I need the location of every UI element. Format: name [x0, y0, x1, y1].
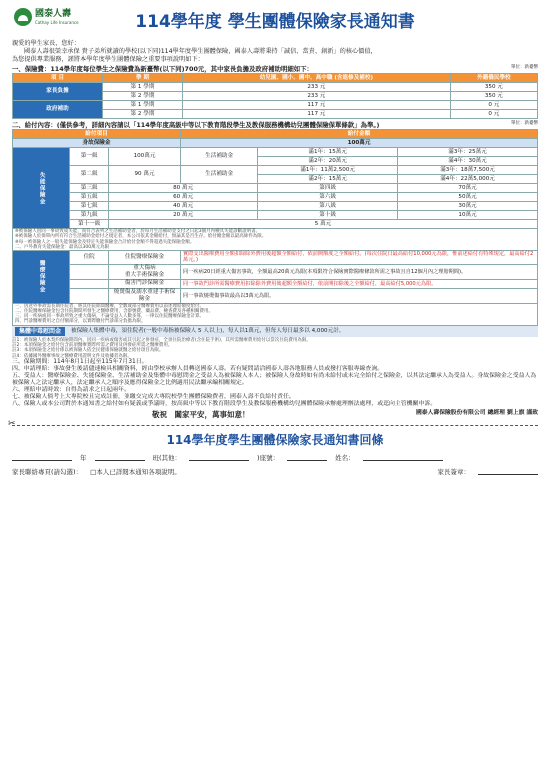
- disability-cell: 30萬元: [398, 202, 538, 211]
- name-field[interactable]: [363, 454, 443, 461]
- col-foreign: 外籍僑民學校: [450, 74, 537, 83]
- cell: 117 元: [183, 101, 451, 110]
- disability-cell: 滿2年：20萬元: [258, 157, 398, 166]
- medical-type: [70, 288, 109, 303]
- cell: 233 元: [183, 83, 451, 92]
- term-item: 三、保險期間：114年8月1日起至115年7月31日。: [12, 358, 148, 365]
- cell: 0 元: [450, 110, 537, 119]
- cell: 第 1 學期: [103, 101, 183, 110]
- death-benefit-value: 100萬元: [181, 139, 538, 148]
- signature-field[interactable]: [478, 468, 538, 475]
- disability-cell: 滿4年：30萬元: [398, 157, 538, 166]
- header: [12, 6, 538, 40]
- disability-label: 失能保險金: [13, 148, 70, 229]
- cell: 第 2 學期: [103, 92, 183, 101]
- disability-cell: 第一級: [70, 148, 109, 166]
- terms-list: [12, 359, 538, 409]
- disability-row: [13, 193, 538, 202]
- col-domestic: 幼兒園、國小、國中、高中職 (含進修及補校): [183, 74, 451, 83]
- disability-cell: 滿4年：22萬5,000元: [398, 175, 538, 184]
- disability-row: [13, 220, 538, 229]
- disability-row: [13, 184, 538, 193]
- cell: 117 元: [183, 110, 451, 119]
- col-term: 學 期: [103, 74, 183, 83]
- medical-notes: 一、因意外事故需長期住院者，經其住院期間醫療，全數或部分醫療費用以前述理賠額度給付。 二、住院醫療保險金包含住院期間所發生之醫療費用，含掛號費、藥品費、檢查費及各種相關費用。 三、同一疾病或同一事故所致之重大傷病，不論受益人人數多寡，一律以住院醫療保險金計算。 四、門診醫療費用之自付額部分，以實際繳付門診部分負擔為限。: [13, 303, 538, 325]
- disability-cell: 50萬元: [398, 193, 538, 202]
- medical-row: [13, 288, 538, 303]
- disability-row: [13, 148, 538, 157]
- return-slip-row1: 年 班(其他： )座號： 姓名：: [12, 454, 538, 462]
- cell: 0 元: [450, 101, 537, 110]
- logo-en: Cathay Life Insurance: [35, 20, 79, 26]
- medical-item: 燒燙傷及溺水重建手術保險金: [109, 288, 181, 303]
- disability-cell: 60 萬元: [109, 193, 258, 202]
- medical-row: [13, 250, 538, 264]
- page-title: 114學年度 學生團體保險家長通知書: [135, 12, 415, 32]
- signature-line: [12, 410, 538, 419]
- medical-item: 住院醫療保險金: [109, 250, 181, 264]
- disability-cell: 第十級: [258, 211, 398, 220]
- term-item: 五、受益人：醫療保險金、失能保險金、生活補助金及集體中毒慰問金之受益人為被保險人本人；被保險人身故時如有尚未給付或未完全給付之保險金，以其法定繼承人為受益人。身故保險金之受益人為被保險人之法定繼承人，法定繼承人之順序及應得保險金之比例適用民法繼承編相關規定。: [12, 372, 537, 386]
- disability-row: [13, 202, 538, 211]
- medical-type: [70, 279, 109, 288]
- company-signature: 國泰人壽保險股份有限公司 總經理 劉上旗 謹致: [416, 410, 538, 417]
- disability-cell: 第八級: [258, 202, 398, 211]
- disability-cell: 第三級: [70, 184, 109, 193]
- disability-cell: 第十一級: [70, 220, 109, 229]
- medical-label: 醫療保險金: [13, 250, 70, 303]
- medical-item: 重大傷病 重大手術保險金: [109, 264, 181, 279]
- disability-notes: ※被保險人因同一事故致成失能，而符合表列之生活補助金者，於每月生活補助金支付之日起3個月內檢具失能診斷證明書。 ※被保險人於保單內所有符合生活補助金給付之規定者，本公司依其金額給付，無論其是否生存。給付總金額以最高條件為限。 ※每一被保險人之一般失能保險金及特定失能保險金合計給付金額不得超過失能保險金額。 二、戶外教育失能保險金：最高以300萬元為限: [13, 229, 538, 251]
- poison-text: 被保險人集體中毒，須住院者(一般中毒指被保險人 5 人以上)，每人以1萬元，但每人每日最多以 4,000元計。: [71, 327, 345, 334]
- disability-cell: 滿1年：15萬元: [258, 148, 398, 157]
- scissors-icon: ✂: [8, 418, 16, 429]
- medical-desc: 同一疾病20日經重大傷害事故，全額最高20萬元為限(本項限符合保險實際醫療條款所需之事故且自12個月內之理賠期間)。: [181, 264, 538, 279]
- disability-cell: 第七級: [70, 202, 109, 211]
- disability-cell: 滿1年：11萬2,500元: [258, 166, 398, 175]
- disability-cell: 70萬元: [398, 184, 538, 193]
- section-premium-title: 一、保險費：114學年度每位學生之保險費為新臺幣(以下同)700元，其中家長負擔及政府補助明細如下： 單位：新臺幣: [12, 65, 538, 74]
- disability-cell: 100萬元: [109, 148, 181, 166]
- col-item: 項 目: [13, 74, 103, 83]
- disability-cell: 5 萬元: [109, 220, 538, 229]
- blessing: 敬祝 闔家平安，萬事如意！: [152, 410, 250, 420]
- class-field[interactable]: [95, 454, 145, 461]
- disability-cell: 第六級: [258, 193, 398, 202]
- footnotes: 註1：被保險人於本契約保險期間內，因同一疾病或傷害或其引起之併發症，全須住院治療者(含住院手術)，其所需醫療費用給付以當次住院費用為限。 註2：本項保險金之給付包含前項醫療實際所需之費用及併發症所需之醫療費用。 註3：本項保險金之給付係以被保險人依全民健康保險就醫之給付項目為限。 註4：依據國外醫療事故之醫療費用證明文件及收據者為限。: [12, 338, 311, 359]
- medical-type: 住院: [70, 250, 109, 264]
- disability-cell: 滿3年：25萬元: [398, 148, 538, 157]
- other-field[interactable]: [189, 454, 249, 461]
- medical-desc: 同一事故燒燙傷事故最高以3萬元為限。: [181, 288, 538, 303]
- disability-cell: 第九級: [70, 211, 109, 220]
- benefits-table: [12, 129, 538, 325]
- term-item: 七、被保險人倘考上大專院校且完成註冊，並繳交完成大專院校學生團體保險費者，國泰人壽不負給付責任。: [12, 394, 295, 401]
- cell: 233 元: [183, 92, 451, 101]
- medical-row: [13, 264, 538, 279]
- intro: [12, 40, 538, 63]
- death-benefit-label: 身故保險金: [13, 139, 181, 148]
- disability-cell: 20 萬元: [109, 211, 258, 220]
- term-item: 四、申請理賠：事故發生後請儘速檢具相關資料，經由學校承辦人員轉送國泰人壽。若有疑問請洽國泰人壽各地服務人員或撥打客服專線查詢。: [12, 365, 384, 372]
- medical-type: [70, 264, 109, 279]
- term-item: 八、保險人或本公司對於本通知書之給付如有疑義或爭議時，按高級中等以下教育階段學生及教保服務機構幼兒團體保險承辦處理辦法處理，或逕向主管機關申訴。: [12, 401, 437, 408]
- medical-desc: 實際支出醫療費用全額扣除除外費用後超額全額給付，依前開額度之全額給付。(每次住院日最高給付10,000元為限，惟前述給付有特殊規定，最高給付2萬元。): [181, 250, 538, 264]
- row-label: 政府補助: [13, 101, 103, 119]
- return-slip-title: 114學年度學生團體保險家長通知書回條: [166, 432, 384, 447]
- confirm-checkbox[interactable]: □本人已詳閱本通知各項說明。: [90, 467, 181, 476]
- disability-cell: 90 萬元: [109, 166, 181, 184]
- row-label: 家長負擔: [13, 83, 103, 101]
- cell: 350 元: [450, 83, 537, 92]
- disability-cell: 第四級: [258, 184, 398, 193]
- disability-cell: 滿2年：15萬元: [258, 175, 398, 184]
- medical-desc: 同一事故門診所需醫療費用扣除除外費用後超額全額給付，依前開扣除後之全額給付，最高給付5,000元為限。: [181, 279, 538, 288]
- disability-cell: 生活補助金: [181, 166, 258, 184]
- year-field[interactable]: [12, 454, 72, 461]
- col-benefit-item: 給付項目: [13, 130, 181, 139]
- disability-cell: 第五級: [70, 193, 109, 202]
- disability-cell: 40 萬元: [109, 202, 258, 211]
- poison-label: 集體中毒慰問金: [15, 327, 65, 337]
- disability-cell: 滿3年：18萬7,500元: [398, 166, 538, 175]
- disability-cell: 生活補助金: [181, 148, 258, 166]
- disability-cell: 10萬元: [398, 211, 538, 220]
- term-item: 六、理賠申請時效：自得為請求之日起兩年。: [12, 387, 130, 394]
- seat-field[interactable]: [287, 454, 327, 461]
- poison-row: [12, 326, 538, 338]
- medical-item: 傷害門診保險金: [109, 279, 181, 288]
- col-benefit-amount: 給付金額: [181, 130, 538, 139]
- disability-cell: 第二級: [70, 166, 109, 184]
- intro-line: 國泰人壽很榮幸承保 貴子弟所就讀的學校(以下同)114學年度學生團體保險，國泰人壽將秉持「誠信、當責、創新」的核心價值，: [24, 47, 377, 55]
- cell: 第 1 學期: [103, 83, 183, 92]
- logo-cn: 國泰人壽: [35, 8, 72, 19]
- cell: 第 2 學期: [103, 110, 183, 119]
- cell: 350 元: [450, 92, 537, 101]
- disability-row: [13, 211, 538, 220]
- section-benefits-title: 二、給付內容：(僅供參考，詳細內容請以「114學年度高級中等以下教育階段學生及教保服務機構幼兒團體保險保單條款」為準。) 單位：新臺幣: [12, 121, 538, 130]
- disability-cell: 80 萬元: [109, 184, 258, 193]
- cut-line: [8, 418, 538, 429]
- intro-line: 為您提供專業服務，謹將本學年度學生團體保險之重要事項說明如下：: [12, 55, 204, 63]
- intro-line: 親愛的學生家長，您好：: [12, 40, 81, 47]
- return-slip-row2: 家長聯絡專頁(請勾選)： □本人已詳閱本通知各項說明。 家長簽章：: [12, 468, 538, 476]
- medical-row: [13, 279, 538, 288]
- disability-row: [13, 166, 538, 175]
- premium-table: [12, 73, 538, 119]
